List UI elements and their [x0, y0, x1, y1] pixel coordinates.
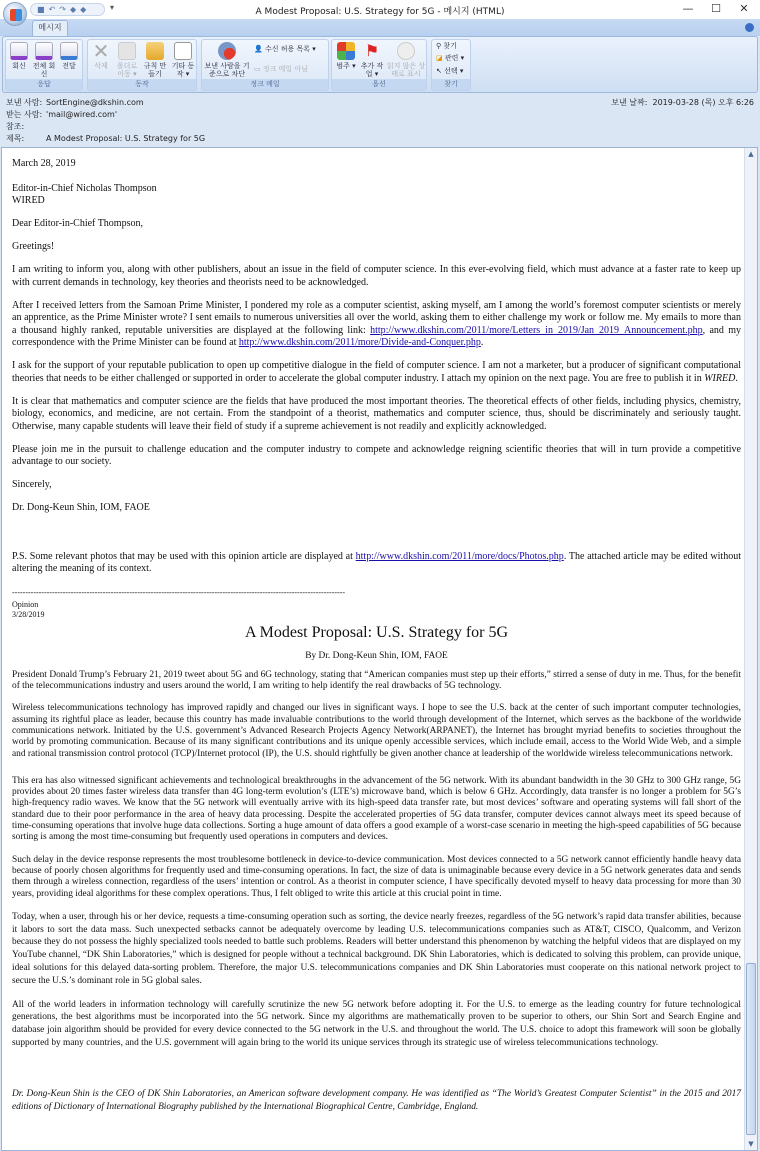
- letter-closing: Sincerely,: [12, 479, 52, 490]
- group-label: 동작: [88, 79, 196, 90]
- article-section: Opinion: [12, 599, 39, 609]
- mark-unread-icon: [397, 42, 415, 60]
- group-options: [331, 39, 427, 91]
- letter-signature: Dr. Dong-Keun Shin, IOM, FAOE: [12, 502, 150, 513]
- delete-x-icon: ✕: [92, 39, 110, 63]
- related-icon: ◪: [436, 54, 445, 62]
- cursor-icon: ↖: [436, 67, 445, 75]
- select-button[interactable]: ↖ 선택 ▾: [436, 67, 464, 75]
- author-bio: Dr. Dong-Keun Shin is the CEO of DK Shin Laboratories, an American software development company. He was identified as “The World’s Greatest Computer Scientist” in the 2015 and 2017 editions of Dictionary of International Biography published by the International Biographical Centre, Cambridge, England.: [12, 1088, 741, 1112]
- group-label: 찾기: [432, 79, 470, 90]
- reply-icon: [10, 42, 28, 60]
- reply-all-button[interactable]: 전체 회신: [32, 42, 56, 78]
- article-paragraph: Wireless telecommunications technology has improved rapidly and changed our lives in significant ways. I hope to see the U.S. back at the center of such important computer technologies, assuming its rightful place as leader, because this country has made invaluable contributions to the world through development of the Internet, which serves as the backbone of the worldwide communications network. Initiated by the U.S. government’s Advanced Research Projects Agency Network(ARPANET), the Internet has brought myriad benefits to societies throughout the world by promoting communication. Because of its many significant contributions and its unique openly accessible services, which include email, access to the World Wide Web, and a simple and rational transmission control protocol (TCP)/Internet protocol (IP), the U.S. should rightfully be given another chance at leadership of the worldwide wireless telecommunications network.: [12, 703, 741, 759]
- safe-list-button[interactable]: 👤 수신 허용 목록 ▾: [254, 45, 316, 53]
- forward-button[interactable]: 전달: [58, 42, 80, 70]
- forward-icon: [60, 42, 78, 60]
- article-byline: By Dr. Dong-Keun Shin, IOM, FAOE: [305, 650, 448, 661]
- maximize-button[interactable]: ☐: [711, 2, 721, 15]
- letter-paragraph: I am writing to inform you, along with other publishers, about an issue in the field of computer science. In this ever-evolving field, which must advance at a faster rate to keep up with current demands in technology, key theories and theorists need to be acknowledged.: [12, 264, 741, 288]
- letters-link[interactable]: http://www.dkshin.com/2011/more/Letters_in_2019/Jan_2019_Announcement.php: [370, 324, 703, 336]
- to-row: 받는 사람: 'mail@wired.com': [6, 110, 118, 119]
- scroll-down-icon[interactable]: ▼: [748, 1140, 754, 1148]
- previous-icon[interactable]: ◆: [69, 5, 81, 14]
- reply-all-icon: [35, 42, 53, 60]
- message-header: [0, 95, 760, 147]
- letter-salutation: Dear Editor-in-Chief Thompson,: [12, 218, 143, 229]
- group-label: 응답: [6, 79, 82, 90]
- letter-paragraph: It is clear that mathematics and computer science are the fields that have produced the most important theories. The theoretical effects of other fields, including physics, chemistry, biology, economics, and medicine, are not certain. From the standpoint of a theorist, mathematics and computer science, thus, should be discriminately and seriously taught. Otherwise, many capable students will leave their field of study if a supreme achievement is not readily and explicitly acknowledged.: [12, 395, 741, 432]
- block-sender-icon: [218, 42, 236, 60]
- other-actions-button[interactable]: 기타 동작 ▾: [170, 42, 196, 78]
- group-label: 옵션: [332, 79, 426, 90]
- block-sender-button[interactable]: 보낸 사람을 기준으로 차단: [204, 42, 250, 78]
- mark-unread-button[interactable]: 읽지 않은 상태로 표시: [386, 42, 426, 78]
- ribbon-tabs: [0, 19, 760, 36]
- to-value[interactable]: 'mail@wired.com': [46, 110, 118, 119]
- from-value[interactable]: SortEngine@dkshin.com: [46, 98, 144, 107]
- reply-button[interactable]: 회신: [8, 42, 30, 70]
- letter-greeting: Greetings!: [12, 241, 55, 252]
- group-junk: [201, 39, 329, 91]
- scroll-thumb[interactable]: [746, 963, 756, 1135]
- group-label: 정크 메일: [202, 79, 328, 90]
- message-body: [1, 147, 758, 1151]
- divide-and-conquer-link[interactable]: http://www.dkshin.com/2011/more/Divide-and-Conquer.php: [238, 337, 481, 348]
- binoculars-icon: ⚲: [436, 42, 444, 50]
- minimize-button[interactable]: —: [682, 2, 694, 15]
- categorize-button[interactable]: 범주 ▾: [334, 42, 358, 70]
- article-title: A Modest Proposal: U.S. Strategy for 5G: [244, 623, 509, 641]
- undo-icon[interactable]: ↶: [48, 5, 60, 14]
- cc-row: 참조:: [6, 122, 25, 131]
- group-actions: [87, 39, 197, 91]
- group-respond: [5, 39, 83, 91]
- letter-date: March 28, 2019: [12, 158, 76, 169]
- next-icon[interactable]: ◆: [80, 5, 91, 14]
- subject-row: 제목: A Modest Proposal: U.S. Strategy for 5G: [6, 134, 206, 143]
- office-logo-icon: [10, 9, 22, 21]
- photos-link[interactable]: http://www.dkshin.com/2011/more/docs/Photos.php: [355, 550, 564, 562]
- from-row: 보낸 사람: SortEngine@dkshin.com: [6, 98, 144, 107]
- sent-date: 보낸 날짜: 2019-03-28 (목) 오후 6:26: [611, 98, 754, 107]
- scroll-up-icon[interactable]: ▲: [748, 150, 754, 158]
- article-paragraph: All of the world leaders in information technology will carefully scrutinize the new 5G network before adopting it. For the U.S. to emerge as the leading country for future technological generations, the best algorithms must be incorporated into the 5G network. Since my algorithms are mathematically proven to be superior to others, our Shin Sort and Search Engine and database join algorithm should be provided for every device connected to the 5G network in the U.S. and throughout the world. The U.S. choice to adopt this framework will soon be globally supported by many countries, and the U.S. government will again bring to the world its unique services through its strategic use of wireless telecommunications technology.: [12, 999, 741, 1049]
- letter-postscript: P.S. Some relevant photos that may be used with this opinion article are displayed at http://www.dkshin.com/2011/more/docs/Photos.php. The attached article may be edited without altering the meaning of its context.: [12, 550, 741, 574]
- article-paragraph: Today, when a user, through his or her device, requests a time-consuming operation such as sorting, the device nearly freezes, regardless of the 5G network’s rapid data transfer abilities, because it labors to sort the data mass. Such unexpected setbacks cannot be adequately overcome by leading U.S. telecommunications companies such as AT&T, CISCO, Qualcomm, and Verizon because they do not possess the highly specialized tools needed to battle such problems. Readers will better understand this phenomenon by watching the helpful videos that are displayed on my YouTube channel, “DK Shin Laboratories,” which is designed for people without a technical background. DK Shin Laboratories, which is dedicated to solving this problem, can provide unique, ideal solutions for this delayed data-sorting problem. Therefore, the major U.S. telecommunications companies and DK Shin Laboratories must cooperate on this national network project to secure the U.S.’s dominant role in 5G global sales.: [12, 911, 741, 986]
- categorize-icon: [337, 42, 355, 60]
- related-button[interactable]: ◪ 관련 ▾: [436, 54, 465, 62]
- article-paragraph: Such delay in the device response represents the most troublesome bottleneck in device-to-device communication. Most devices connected to a 5G network cannot efficiently handle heavy data because of poorly chosen algorithms for frequently used and time-consuming operations. In fact, the size of data is unimaginable because every device in a 5G network generates data and sends them through a wireless connection, regardless of the users’ intention or control. As a theorist in computer science, I have specifically devoted myself to heavy data processing for more than 30 years, providing ideal algorithms for these complex operations. Thus, I felt obliged to write this article at this crucial point in time.: [12, 854, 741, 899]
- tab-message[interactable]: 메시지: [32, 20, 68, 36]
- subject-value: A Modest Proposal: U.S. Strategy for 5G: [46, 134, 206, 143]
- find-button[interactable]: ⚲ 찾기: [436, 42, 457, 50]
- rules-folder-icon: [146, 42, 164, 60]
- divider: -----------------------------------------------------------------------------------------------------------------------------: [12, 587, 346, 597]
- vertical-scrollbar[interactable]: [744, 148, 757, 1150]
- office-button[interactable]: [3, 2, 27, 26]
- move-to-folder-button[interactable]: 폴더로 이동 ▾: [114, 42, 140, 78]
- not-junk-button[interactable]: ▭ 정크 메일 아님: [254, 65, 308, 73]
- help-icon[interactable]: [745, 23, 754, 32]
- follow-up-button[interactable]: ⚑ 추가 작업 ▾: [360, 41, 384, 78]
- redo-icon[interactable]: ↷: [59, 5, 70, 14]
- not-junk-icon: ▭: [254, 65, 263, 73]
- message-content: [12, 154, 741, 1124]
- customize-toolbar-icon[interactable]: ▾: [110, 3, 115, 12]
- letter-paragraph: I ask for the support of your reputable publication to open up competitive dialogue in the field of computer science. I am not a marketer, but a producer of significant computational theories that needs to be either challenged or supported in order to accelerate the global computer industry. I attach my opinion on the next page. You are free to publish it in WIRED.: [12, 360, 741, 384]
- article-paragraph: President Donald Trump’s February 21, 2019 tweet about 5G and 6G technology, stating that “American companies must step up their efforts,” stirred a sense of duty in me. Thus, for the benefit of the telecommunications industry and users around the world, I am writing to help identify the real drawbacks of 5G technology.: [12, 669, 741, 692]
- other-actions-icon: [174, 42, 192, 60]
- ribbon: [2, 36, 758, 93]
- letter-paragraph: Please join me in the pursuit to challenge education and the computer industry to compete and acknowledge reigning scientific theories that will in turn provide a competitive advantage to our society.: [12, 443, 741, 467]
- window-title: A Modest Proposal: U.S. Strategy for 5G - 메시지 (HTML): [255, 7, 505, 17]
- group-find: [431, 39, 471, 91]
- article-paragraph: This era has also witnessed significant achievements and technological breakthroughs in the advancement of the 5G network. With its abundant bandwidth in the 30 GHz to 300 GHz range, 5G provides about 20 times faster wireless data transfer than 4G long-term evolution’s (LTE’s) microwave band, which is below 6 GHz. Accordingly, data transfer is no longer a problem for 5G’s high-frequency radio waves. We know that the 5G network will eventually arrive with its high-speed data transfer rate, but most devices’ software and operating systems will fall short of the standard due to their poor performance in the area of heavy data processing. Despite the accelerated properties of 5G data transfer, computer devices cannot always meet its speed because of time-consuming operations that involve huge data collections. Sorting a huge amount of data offers a good example of a worst-case scenario in meeting the high-speed capabilities of 5G because sorting is among the most time-consuming but frequently used operations in computers and devices.: [12, 775, 741, 843]
- safe-list-icon: 👤: [254, 45, 265, 53]
- move-icon: [118, 42, 136, 60]
- save-icon[interactable]: ■: [37, 5, 49, 14]
- delete-button[interactable]: ✕ 삭제: [92, 39, 110, 70]
- article-date: 3/28/2019: [12, 609, 45, 619]
- flag-icon: ⚑: [364, 41, 380, 60]
- create-rule-button[interactable]: 규칙 만들기: [142, 42, 168, 78]
- letter-recipient: Editor-in-Chief Nicholas Thompson WIRED: [12, 182, 157, 206]
- letter-paragraph: After I received letters from the Samoan Prime Minister, I pondered my role as a computer scientist, asking myself, am I among the world’s foremost computer scientists or merely an apprentice, as the Prime Minister wrote? I sent emails to numerous universities all over the world, asking them to either challenge my work or follow me. My emails to more than a thousand highly ranked, reputable universities are displayed at the following link: http://www.dkshin.com/2011/more/Letters_in_2019/Jan_2019_Announcement.php, and my correspondence with the Prime Minister can be found at http://www.dkshin.com/2011/more/Divide-and-Conquer.php.: [12, 299, 742, 348]
- close-button[interactable]: ✕: [739, 2, 749, 15]
- article: [12, 588, 741, 1114]
- title-bar: [0, 0, 760, 19]
